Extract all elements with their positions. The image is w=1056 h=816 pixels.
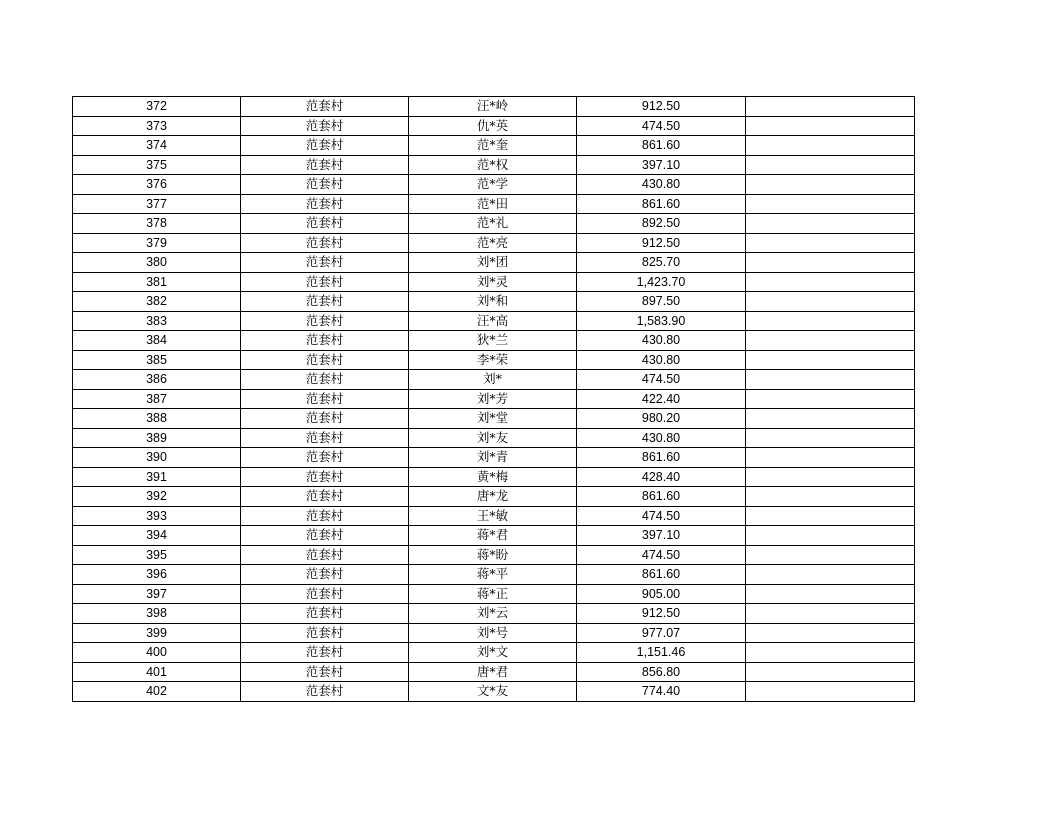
- cell-amount: 430.80: [577, 350, 746, 370]
- cell-amount: 397.10: [577, 155, 746, 175]
- cell-village: 范套村: [241, 214, 409, 234]
- cell-village: 范套村: [241, 331, 409, 351]
- cell-number: 398: [73, 604, 241, 624]
- table-row: [73, 175, 915, 195]
- cell-note: [746, 448, 915, 468]
- table-row: [73, 682, 915, 702]
- table-row: [73, 487, 915, 507]
- cell-name: 刘*友: [409, 428, 577, 448]
- table-row: [73, 350, 915, 370]
- cell-amount: 980.20: [577, 409, 746, 429]
- cell-amount: 856.80: [577, 662, 746, 682]
- cell-village: 范套村: [241, 155, 409, 175]
- cell-number: 377: [73, 194, 241, 214]
- table-row: [73, 409, 915, 429]
- cell-village: 范套村: [241, 682, 409, 702]
- cell-number: 400: [73, 643, 241, 663]
- table-row: [73, 428, 915, 448]
- cell-number: 375: [73, 155, 241, 175]
- cell-number: 381: [73, 272, 241, 292]
- cell-amount: 430.80: [577, 331, 746, 351]
- cell-name: 刘*灵: [409, 272, 577, 292]
- table-row: [73, 526, 915, 546]
- table-row: [73, 565, 915, 585]
- cell-name: 汪*岭: [409, 97, 577, 117]
- cell-village: 范套村: [241, 584, 409, 604]
- cell-village: 范套村: [241, 467, 409, 487]
- cell-amount: 861.60: [577, 448, 746, 468]
- data-table: [72, 96, 915, 702]
- cell-name: 李*荣: [409, 350, 577, 370]
- cell-number: 385: [73, 350, 241, 370]
- cell-number: 387: [73, 389, 241, 409]
- cell-note: [746, 487, 915, 507]
- cell-note: [746, 214, 915, 234]
- cell-note: [746, 467, 915, 487]
- cell-number: 390: [73, 448, 241, 468]
- cell-note: [746, 292, 915, 312]
- cell-amount: 905.00: [577, 584, 746, 604]
- cell-note: [746, 643, 915, 663]
- cell-village: 范套村: [241, 428, 409, 448]
- table-row: [73, 623, 915, 643]
- cell-number: 392: [73, 487, 241, 507]
- cell-note: [746, 116, 915, 136]
- cell-note: [746, 545, 915, 565]
- cell-note: [746, 682, 915, 702]
- cell-amount: 430.80: [577, 175, 746, 195]
- cell-name: 仇*英: [409, 116, 577, 136]
- cell-village: 范套村: [241, 136, 409, 156]
- cell-village: 范套村: [241, 194, 409, 214]
- table-row: [73, 506, 915, 526]
- cell-number: 395: [73, 545, 241, 565]
- cell-note: [746, 136, 915, 156]
- cell-note: [746, 253, 915, 273]
- cell-village: 范套村: [241, 350, 409, 370]
- cell-name: 范*田: [409, 194, 577, 214]
- cell-amount: 825.70: [577, 253, 746, 273]
- cell-number: 394: [73, 526, 241, 546]
- cell-village: 范套村: [241, 97, 409, 117]
- cell-note: [746, 370, 915, 390]
- cell-amount: 912.50: [577, 97, 746, 117]
- cell-number: 380: [73, 253, 241, 273]
- table-body: [73, 97, 915, 702]
- cell-village: 范套村: [241, 623, 409, 643]
- cell-note: [746, 506, 915, 526]
- cell-note: [746, 565, 915, 585]
- cell-village: 范套村: [241, 292, 409, 312]
- cell-amount: 912.50: [577, 604, 746, 624]
- cell-number: 373: [73, 116, 241, 136]
- cell-note: [746, 389, 915, 409]
- cell-note: [746, 272, 915, 292]
- cell-village: 范套村: [241, 604, 409, 624]
- cell-village: 范套村: [241, 233, 409, 253]
- cell-number: 393: [73, 506, 241, 526]
- table-row: [73, 389, 915, 409]
- cell-number: 402: [73, 682, 241, 702]
- cell-number: 399: [73, 623, 241, 643]
- cell-amount: 1,583.90: [577, 311, 746, 331]
- cell-amount: 422.40: [577, 389, 746, 409]
- cell-number: 386: [73, 370, 241, 390]
- table-row: [73, 272, 915, 292]
- cell-note: [746, 194, 915, 214]
- cell-amount: 1,423.70: [577, 272, 746, 292]
- table-row: [73, 604, 915, 624]
- cell-name: 刘*团: [409, 253, 577, 273]
- table-row: [73, 292, 915, 312]
- table-row: [73, 97, 915, 117]
- cell-name: 汪*高: [409, 311, 577, 331]
- cell-village: 范套村: [241, 643, 409, 663]
- table-row: [73, 253, 915, 273]
- cell-village: 范套村: [241, 662, 409, 682]
- cell-village: 范套村: [241, 565, 409, 585]
- cell-note: [746, 526, 915, 546]
- table-row: [73, 584, 915, 604]
- table-row: [73, 662, 915, 682]
- table-row: [73, 136, 915, 156]
- table-row: [73, 214, 915, 234]
- cell-village: 范套村: [241, 116, 409, 136]
- cell-amount: 912.50: [577, 233, 746, 253]
- cell-name: 刘*号: [409, 623, 577, 643]
- cell-village: 范套村: [241, 175, 409, 195]
- cell-name: 刘*云: [409, 604, 577, 624]
- table-row: [73, 448, 915, 468]
- cell-note: [746, 233, 915, 253]
- cell-name: 文*友: [409, 682, 577, 702]
- cell-note: [746, 350, 915, 370]
- cell-number: 389: [73, 428, 241, 448]
- cell-amount: 474.50: [577, 506, 746, 526]
- cell-number: 383: [73, 311, 241, 331]
- cell-name: 王*敏: [409, 506, 577, 526]
- cell-number: 397: [73, 584, 241, 604]
- cell-village: 范套村: [241, 370, 409, 390]
- cell-amount: 474.50: [577, 116, 746, 136]
- cell-name: 刘*芳: [409, 389, 577, 409]
- table-row: [73, 116, 915, 136]
- cell-number: 396: [73, 565, 241, 585]
- cell-name: 范*学: [409, 175, 577, 195]
- cell-name: 狄*兰: [409, 331, 577, 351]
- cell-village: 范套村: [241, 526, 409, 546]
- cell-amount: 897.50: [577, 292, 746, 312]
- cell-name: 蒋*君: [409, 526, 577, 546]
- cell-note: [746, 331, 915, 351]
- cell-amount: 892.50: [577, 214, 746, 234]
- table-row: [73, 331, 915, 351]
- cell-number: 376: [73, 175, 241, 195]
- cell-village: 范套村: [241, 487, 409, 507]
- cell-village: 范套村: [241, 311, 409, 331]
- table-row: [73, 467, 915, 487]
- table-row: [73, 233, 915, 253]
- cell-note: [746, 604, 915, 624]
- cell-number: 388: [73, 409, 241, 429]
- cell-number: 391: [73, 467, 241, 487]
- cell-number: 379: [73, 233, 241, 253]
- cell-note: [746, 623, 915, 643]
- cell-name: 刘*和: [409, 292, 577, 312]
- cell-name: 刘*: [409, 370, 577, 390]
- cell-note: [746, 311, 915, 331]
- cell-village: 范套村: [241, 389, 409, 409]
- cell-name: 黄*梅: [409, 467, 577, 487]
- cell-village: 范套村: [241, 506, 409, 526]
- cell-village: 范套村: [241, 545, 409, 565]
- cell-name: 刘*青: [409, 448, 577, 468]
- cell-name: 蒋*正: [409, 584, 577, 604]
- cell-number: 374: [73, 136, 241, 156]
- cell-note: [746, 97, 915, 117]
- cell-name: 刘*堂: [409, 409, 577, 429]
- cell-amount: 397.10: [577, 526, 746, 546]
- table-row: [73, 545, 915, 565]
- cell-name: 范*奎: [409, 136, 577, 156]
- cell-name: 蒋*平: [409, 565, 577, 585]
- table-row: [73, 311, 915, 331]
- cell-amount: 861.60: [577, 194, 746, 214]
- cell-amount: 861.60: [577, 136, 746, 156]
- cell-number: 372: [73, 97, 241, 117]
- cell-note: [746, 662, 915, 682]
- cell-name: 蒋*盼: [409, 545, 577, 565]
- cell-name: 唐*君: [409, 662, 577, 682]
- cell-amount: 861.60: [577, 565, 746, 585]
- cell-note: [746, 584, 915, 604]
- cell-amount: 474.50: [577, 370, 746, 390]
- cell-village: 范套村: [241, 253, 409, 273]
- cell-number: 384: [73, 331, 241, 351]
- cell-village: 范套村: [241, 272, 409, 292]
- cell-number: 382: [73, 292, 241, 312]
- cell-name: 范*礼: [409, 214, 577, 234]
- cell-amount: 430.80: [577, 428, 746, 448]
- table-row: [73, 370, 915, 390]
- cell-note: [746, 428, 915, 448]
- cell-note: [746, 175, 915, 195]
- cell-number: 378: [73, 214, 241, 234]
- cell-amount: 977.07: [577, 623, 746, 643]
- cell-village: 范套村: [241, 448, 409, 468]
- cell-amount: 428.40: [577, 467, 746, 487]
- cell-number: 401: [73, 662, 241, 682]
- cell-note: [746, 409, 915, 429]
- cell-name: 刘*文: [409, 643, 577, 663]
- cell-name: 唐*龙: [409, 487, 577, 507]
- cell-amount: 774.40: [577, 682, 746, 702]
- cell-name: 范*亮: [409, 233, 577, 253]
- cell-village: 范套村: [241, 409, 409, 429]
- table-row: [73, 643, 915, 663]
- cell-amount: 1,151.46: [577, 643, 746, 663]
- cell-name: 范*权: [409, 155, 577, 175]
- cell-note: [746, 155, 915, 175]
- cell-amount: 474.50: [577, 545, 746, 565]
- table-row: [73, 155, 915, 175]
- cell-amount: 861.60: [577, 487, 746, 507]
- table-row: [73, 194, 915, 214]
